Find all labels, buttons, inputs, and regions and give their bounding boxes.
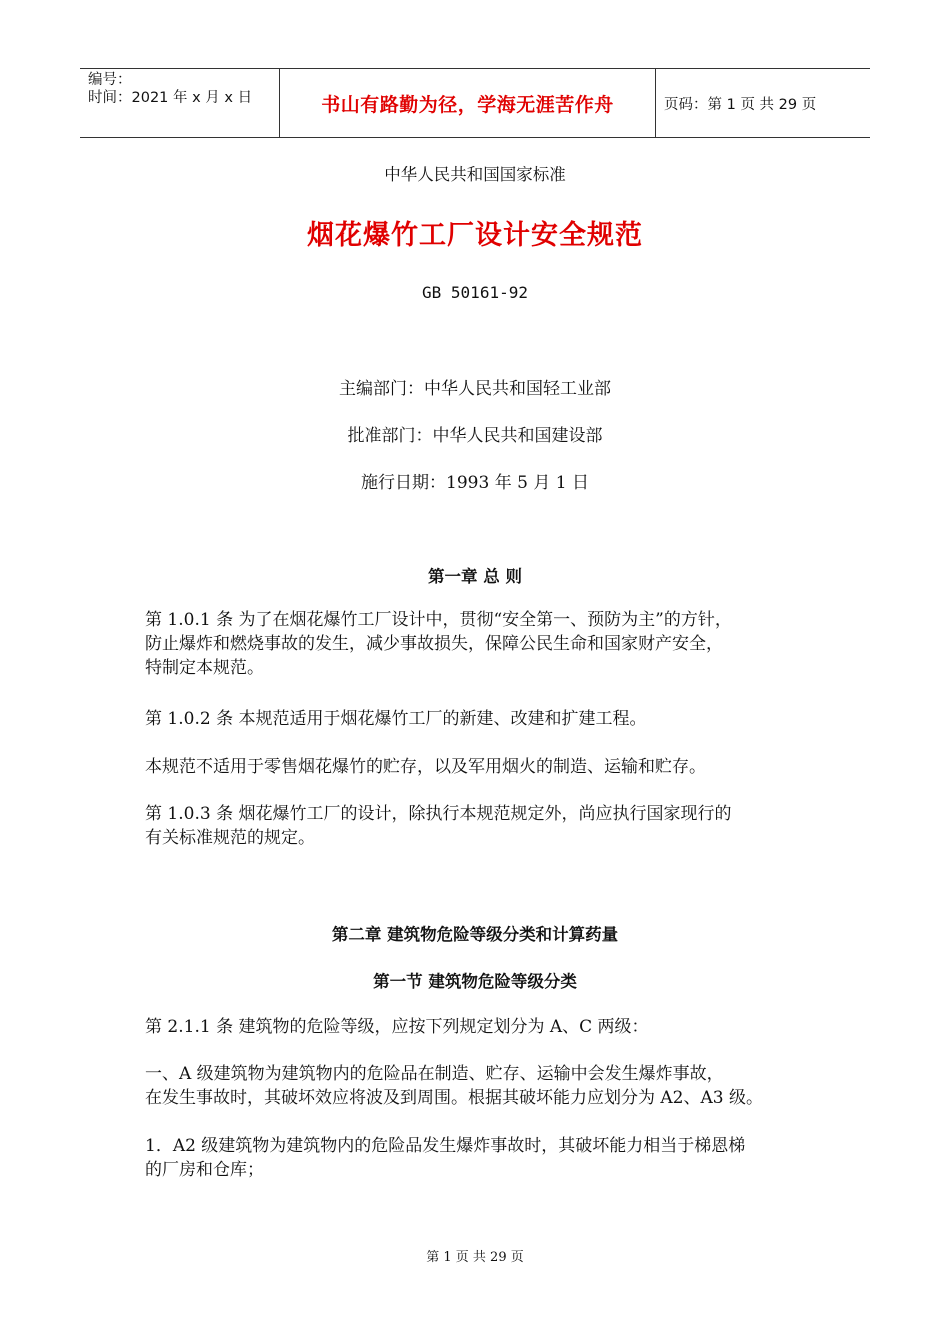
document-title: 烟花爆竹工厂设计安全规范 [307, 220, 643, 251]
chapter-1-heading: 第一章 总 则 [428, 567, 522, 586]
paragraph-line: 有关标准规范的规定。 [145, 828, 315, 848]
paragraph-line: 第 1.0.2 条 本规范适用于烟花爆竹工厂的新建、改建和扩建工程。 [145, 709, 647, 729]
page-header [80, 68, 870, 138]
paragraph-line: 第 1.0.3 条 烟花爆竹工厂的设计，除执行本规范规定外，尚应执行国家现行的 [145, 804, 732, 824]
standard-name: 中华人民共和国国家标准 [384, 165, 566, 184]
paragraph-line: 第 1.0.1 条 为了在烟花爆竹工厂设计中，贯彻“安全第一、预防为主”的方针， [145, 610, 732, 630]
paragraph-line: 第 2.1.1 条 建筑物的危险等级，应按下列规定划分为 A、C 两级： [145, 1017, 649, 1037]
clause-1-0-3 [145, 802, 825, 850]
header-meta [80, 69, 280, 137]
clause-item-a [145, 1062, 825, 1110]
clause-item-a2 [145, 1134, 825, 1182]
header-page-info: 页码：第 1 页 共 29 页 [664, 96, 817, 113]
page-footer: 第 1 页 共 29 页 [426, 1250, 524, 1265]
effective-date: 施行日期：1993 年 5 月 1 日 [361, 473, 589, 493]
editor-department: 主编部门：中华人民共和国轻工业部 [339, 379, 611, 399]
paragraph-line: 的厂房和仓库； [145, 1160, 264, 1180]
paragraph-line: 1．A2 级建筑物为建筑物内的危险品发生爆炸事故时，其破坏能力相当于梯恩梯 [145, 1136, 746, 1156]
section-1-heading: 第一节 建筑物危险等级分类 [373, 972, 577, 991]
clause-1-0-2 [145, 707, 825, 731]
paragraph-line: 防止爆炸和燃烧事故的发生，减少事故损失，保障公民生命和国家财产安全， [145, 634, 723, 654]
paragraph-line: 在发生事故时，其破坏效应将波及到周围。根据其破坏能力应划分为 A2、A3 级。 [145, 1088, 763, 1108]
paragraph-line: 本规范不适用于零售烟花爆竹的贮存，以及军用烟火的制造、运输和贮存。 [145, 757, 706, 777]
approver-department: 批准部门：中华人民共和国建设部 [347, 426, 603, 446]
paragraph-line: 特制定本规范。 [145, 658, 264, 678]
time-label: 时间：2021 年 x 月 x 日 [88, 90, 253, 106]
standard-code: GB 50161-92 [422, 283, 528, 302]
clause-1-0-2-note [145, 755, 825, 779]
number-label: 编号： [88, 72, 132, 88]
paragraph-line: 一、A 级建筑物为建筑物内的危险品在制造、贮存、运输中会发生爆炸事故， [145, 1064, 724, 1084]
clause-2-1-1 [145, 1015, 825, 1039]
clause-1-0-1 [145, 608, 825, 680]
chapter-2-heading: 第二章 建筑物危险等级分类和计算药量 [331, 925, 619, 944]
header-motto: 书山有路勤为径，学海无涯苦作舟 [280, 69, 656, 137]
